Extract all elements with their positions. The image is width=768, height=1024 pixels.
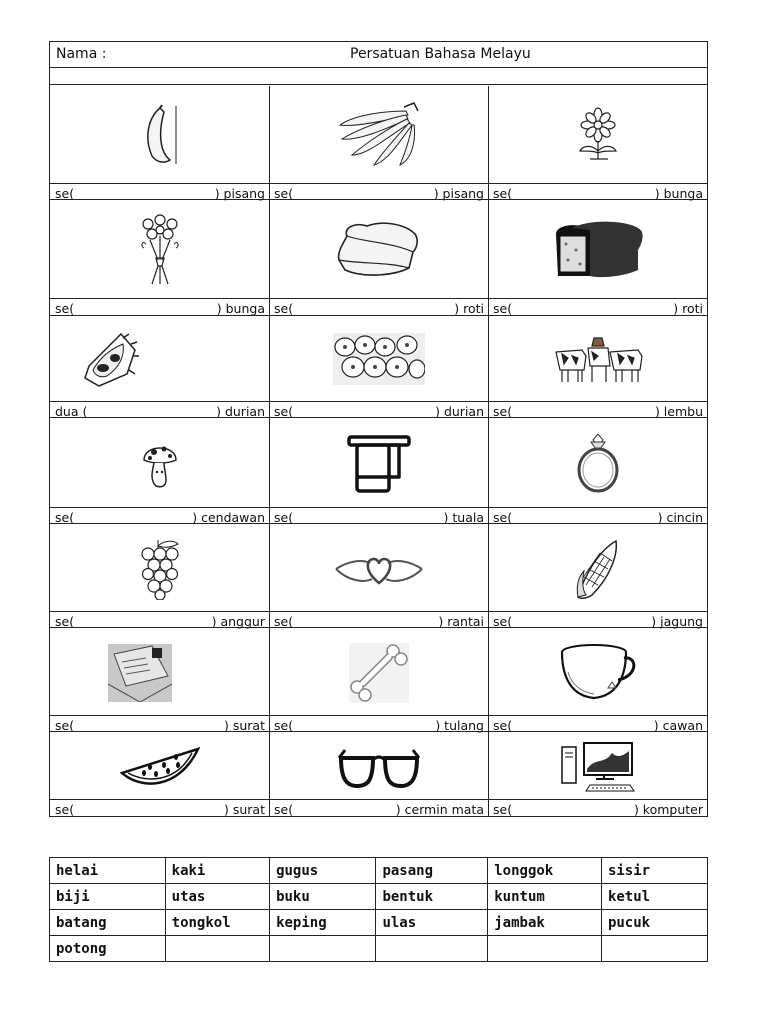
blank-suffix: ) surat xyxy=(224,718,265,733)
exercise-cell xyxy=(488,317,707,420)
bread-slice-icon xyxy=(333,220,425,280)
fill-in-blank[interactable] xyxy=(50,611,269,630)
exercise-cell xyxy=(50,630,269,734)
blank-suffix: ) bunga xyxy=(216,301,265,316)
blank-suffix: ) roti xyxy=(673,301,703,316)
spacer-row xyxy=(50,68,707,85)
blank-prefix: se( xyxy=(493,301,513,316)
cup-icon xyxy=(558,642,638,704)
blank-prefix: se( xyxy=(274,510,294,525)
column-divider xyxy=(488,86,489,816)
blank-suffix: ) cawan xyxy=(653,718,703,733)
fill-in-blank[interactable] xyxy=(50,715,269,734)
blank-suffix: ) pisang xyxy=(214,186,265,201)
fill-in-blank[interactable] xyxy=(488,507,707,526)
durian-slice-icon xyxy=(81,330,139,388)
fill-in-blank[interactable] xyxy=(50,298,269,317)
fill-in-blank[interactable] xyxy=(488,611,707,630)
word-bank-row xyxy=(50,884,708,910)
word-bank-cell xyxy=(376,936,488,962)
exercise-cell xyxy=(269,420,488,526)
fill-in-blank[interactable] xyxy=(488,401,707,420)
word-bank-cell: pucuk xyxy=(601,910,707,936)
blank-prefix: se( xyxy=(55,718,75,733)
envelope-icon xyxy=(108,644,172,702)
blank-suffix: ) tuala xyxy=(443,510,484,525)
banana-bunch-icon xyxy=(334,101,424,169)
blank-prefix: dua ( xyxy=(55,404,88,419)
word-bank-cell: longgok xyxy=(488,858,602,884)
fill-in-blank[interactable] xyxy=(269,507,488,526)
blank-suffix: ) pisang xyxy=(433,186,484,201)
grapes-icon xyxy=(134,538,186,600)
blank-suffix: ) surat xyxy=(224,802,265,817)
exercise-cell xyxy=(50,86,269,202)
banana-icon xyxy=(138,104,182,166)
word-bank-cell xyxy=(601,936,707,962)
blank-suffix: ) cincin xyxy=(657,510,703,525)
word-bank-cell: ketul xyxy=(601,884,707,910)
blank-suffix: ) lembu xyxy=(654,404,703,419)
exercise-cell xyxy=(50,420,269,526)
blank-suffix: ) anggur xyxy=(211,614,265,629)
watermelon-icon xyxy=(120,743,200,791)
word-bank-cell: keping xyxy=(270,910,376,936)
exercise-cell xyxy=(269,317,488,420)
word-bank-cell xyxy=(488,936,602,962)
blank-prefix: se( xyxy=(55,301,75,316)
word-bank-row xyxy=(50,858,708,884)
name-label: Nama : xyxy=(56,46,107,62)
blank-prefix: se( xyxy=(493,802,513,817)
word-bank-cell: gugus xyxy=(270,858,376,884)
word-bank-cell: tongkol xyxy=(165,910,269,936)
blank-prefix: se( xyxy=(55,510,75,525)
word-bank-row xyxy=(50,910,708,936)
fill-in-blank[interactable] xyxy=(269,715,488,734)
blank-prefix: se( xyxy=(274,301,294,316)
exercise-cell xyxy=(488,420,707,526)
fill-in-blank[interactable] xyxy=(50,507,269,526)
blank-prefix: se( xyxy=(55,186,75,201)
blank-prefix: se( xyxy=(274,614,294,629)
blank-prefix: se( xyxy=(493,404,513,419)
page-title: Persatuan Bahasa Melayu xyxy=(350,46,531,62)
computer-icon xyxy=(560,741,636,793)
exercise-cell xyxy=(488,202,707,317)
fill-in-blank[interactable] xyxy=(269,799,488,818)
word-bank-cell: buku xyxy=(270,884,376,910)
blank-prefix: se( xyxy=(493,718,513,733)
blank-suffix: ) bunga xyxy=(654,186,703,201)
blank-prefix: se( xyxy=(274,718,294,733)
word-bank-cell: biji xyxy=(50,884,166,910)
word-bank-cell: kaki xyxy=(165,858,269,884)
exercise-cell xyxy=(269,86,488,202)
blank-suffix: ) komputer xyxy=(633,802,703,817)
word-bank-cell: ulas xyxy=(376,910,488,936)
blank-suffix: ) jagung xyxy=(651,614,703,629)
blank-suffix: ) durian xyxy=(435,404,484,419)
word-bank-cell: pasang xyxy=(376,858,488,884)
fill-in-blank[interactable] xyxy=(488,298,707,317)
fill-in-blank[interactable] xyxy=(488,183,707,202)
blank-suffix: ) rantai xyxy=(438,614,484,629)
fill-in-blank[interactable] xyxy=(488,715,707,734)
exercise-cell xyxy=(50,734,269,818)
exercise-cell xyxy=(488,630,707,734)
exercise-cell xyxy=(488,526,707,630)
cow-herd-icon xyxy=(552,330,644,388)
bracelet-icon xyxy=(334,549,424,589)
flower-icon xyxy=(568,107,628,163)
worksheet-header xyxy=(50,42,707,68)
blank-prefix: se( xyxy=(274,802,294,817)
word-bank-row xyxy=(50,936,708,962)
mushroom-icon xyxy=(140,438,180,490)
column-divider xyxy=(269,86,270,816)
word-bank-cell: bentuk xyxy=(376,884,488,910)
bread-loaf-icon xyxy=(550,220,646,280)
fill-in-blank[interactable] xyxy=(50,183,269,202)
bone-icon xyxy=(349,643,409,703)
word-bank-cell: potong xyxy=(50,936,166,962)
exercise-cell xyxy=(50,317,269,420)
blank-prefix: se( xyxy=(493,614,513,629)
fill-in-blank[interactable] xyxy=(269,298,488,317)
blank-suffix: ) roti xyxy=(454,301,484,316)
blank-suffix: ) cermin mata xyxy=(395,802,484,817)
exercise-cell xyxy=(269,630,488,734)
exercise-cell xyxy=(269,202,488,317)
blank-prefix: se( xyxy=(493,510,513,525)
blank-prefix: se( xyxy=(493,186,513,201)
exercise-cell xyxy=(269,734,488,818)
word-bank-cell: batang xyxy=(50,910,166,936)
word-bank-cell: kuntum xyxy=(488,884,602,910)
word-bank-cell xyxy=(165,936,269,962)
towel-icon xyxy=(347,433,411,495)
word-bank-cell: jambak xyxy=(488,910,602,936)
ring-icon xyxy=(575,434,621,494)
blank-prefix: se( xyxy=(274,186,294,201)
exercise-cell xyxy=(269,526,488,630)
fill-in-blank[interactable] xyxy=(50,799,269,818)
word-bank-cell: utas xyxy=(165,884,269,910)
fill-in-blank[interactable] xyxy=(269,611,488,630)
exercise-cell xyxy=(488,86,707,202)
blank-prefix: se( xyxy=(55,802,75,817)
exercise-cell xyxy=(50,526,269,630)
blank-suffix: ) cendawan xyxy=(192,510,265,525)
fill-in-blank[interactable] xyxy=(269,183,488,202)
fill-in-blank[interactable] xyxy=(488,799,707,818)
fill-in-blank[interactable] xyxy=(269,401,488,420)
word-bank-table xyxy=(49,857,708,962)
word-bank-cell xyxy=(270,936,376,962)
worksheet xyxy=(49,41,708,817)
exercise-cell xyxy=(488,734,707,818)
word-bank-cell: helai xyxy=(50,858,166,884)
flower-bouquet-icon xyxy=(138,214,182,286)
blank-prefix: se( xyxy=(274,404,294,419)
corn-icon xyxy=(574,537,622,601)
blank-suffix: ) durian xyxy=(216,404,265,419)
durian-pile-icon xyxy=(333,333,425,385)
word-bank-cell: sisir xyxy=(601,858,707,884)
blank-prefix: se( xyxy=(55,614,75,629)
blank-suffix: ) tulang xyxy=(435,718,484,733)
glasses-icon xyxy=(337,742,421,792)
exercise-cell xyxy=(50,202,269,317)
fill-in-blank[interactable] xyxy=(50,401,269,420)
